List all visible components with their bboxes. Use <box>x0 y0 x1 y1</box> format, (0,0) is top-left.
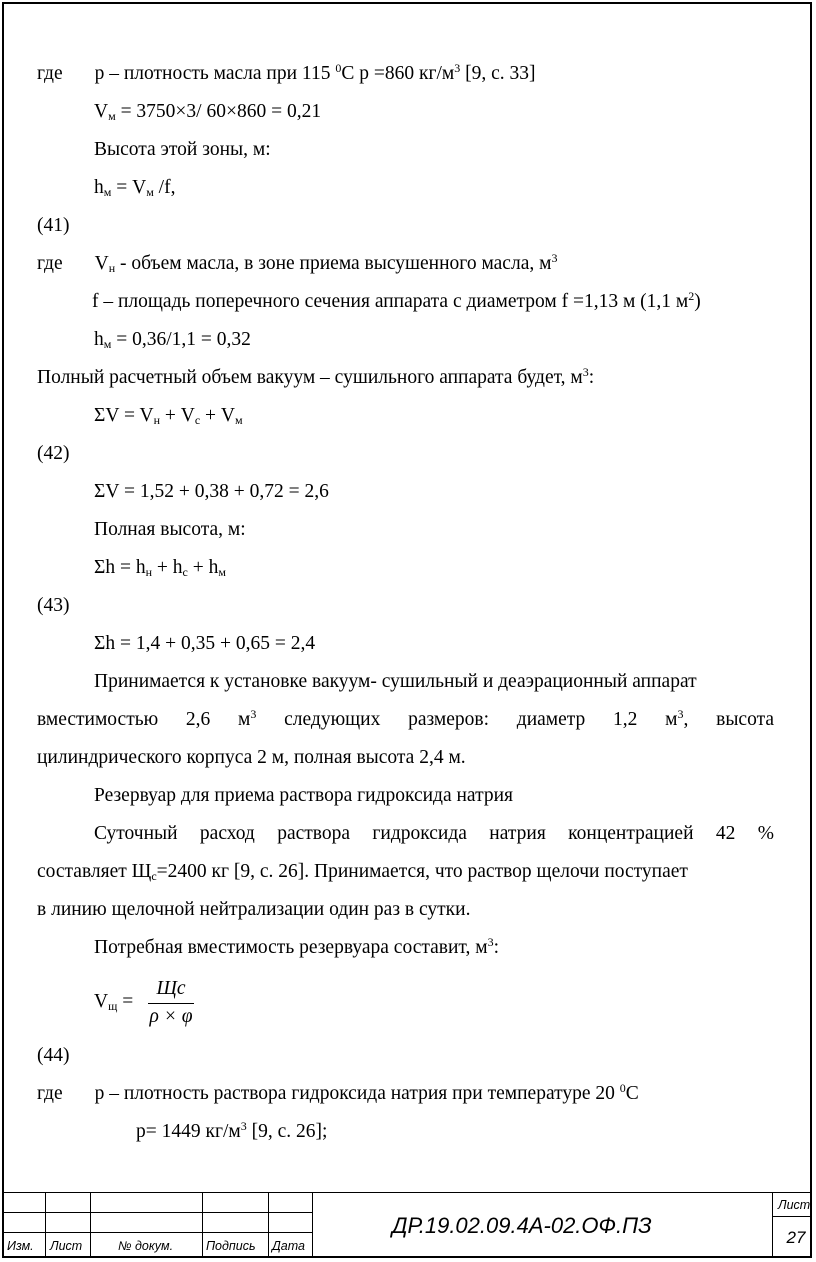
stamp-label-sheet: Лист <box>778 1198 811 1212</box>
stamp-line <box>772 1192 773 1256</box>
stamp-label-dokum: № докум. <box>118 1239 174 1253</box>
line-total-volume: Полный расчетный объем вакуум – сушильного аппарата будет, $м^3$: <box>37 365 595 388</box>
document-code: ДР.19.02.09.4А-02.ОФ.ПЗ <box>392 1213 652 1238</box>
line-where-density: где р – плотность масла при 115 $^0$С р =860 $кг/м^3$ [9, с. 33] <box>37 61 536 84</box>
formula-hm: $h_м = V_м$ /f, <box>94 177 176 199</box>
page-number: 27 <box>786 1228 806 1247</box>
stamp-line <box>2 1212 312 1213</box>
line-density-value: р= 1449 $кг/м^3$ [9, с. 26]; <box>136 1119 328 1142</box>
line-vm-calc: $V_м = 3750\times 3/$ 60×860 = 0,21 <box>94 101 322 123</box>
stamp-label-list: Лист <box>50 1239 83 1253</box>
stamp-line <box>772 1216 810 1217</box>
paragraph-consumption-line-2: составляет $Щ_с=2400$ кг [9, с. 26]. Принимается, что раствор щелочи поступает <box>37 861 688 883</box>
stamp-line <box>2 1192 810 1193</box>
formula-sum-v: $\Sigma V = V_н + V_с + V_м$ <box>94 405 243 427</box>
formula-vsh-left: $V_щ$ = <box>94 991 134 1013</box>
stamp-label-izm: Изм. <box>7 1239 34 1253</box>
equation-number-43: (43) <box>37 595 70 616</box>
line-where-vn: где $V_н$ - объем масла, в зоне приема высушенного масла, $м^3$ <box>37 251 558 275</box>
paragraph-accepted-line-1: Принимается к установке вакуум- сушильный и деаэрационный аппарат <box>94 671 697 692</box>
formula-sum-h: $\Sigma h = h_н + h_с + h_м$ <box>94 557 226 579</box>
line-full-height: Полная высота, м: <box>94 519 246 540</box>
title-block <box>2 1192 812 1258</box>
line-sum-v-calc: ΣV = 1,52 + 0,38 + 0,72 = 2,6 <box>94 481 329 502</box>
fraction-denominator: ρ × φ <box>149 1006 193 1027</box>
stamp-label-podpis: Подпись <box>206 1239 256 1253</box>
paragraph-accepted-line-2: вместимостью 2,6 $м^3$ следующих размеров: диаметр 1,2 $м^3$, высота <box>37 707 774 730</box>
stamp-line <box>268 1192 269 1256</box>
line-f-area: f – площадь поперечного сечения аппарата с диаметром f =1,13 м (1,1 $м^2$) <box>92 289 701 312</box>
fraction-numerator: Щс <box>156 978 186 999</box>
line-zone-height: Высота этой зоны, м: <box>94 139 271 160</box>
fraction-bar <box>148 1003 194 1004</box>
stamp-line <box>312 1192 313 1256</box>
line-where-naoh-density: где р – плотность раствора гидроксида натрия при температуре 20 $^0$С <box>37 1081 639 1104</box>
line-required-capacity: Потребная вместимость резервуара составит, $м^3$: <box>94 935 499 958</box>
paragraph-consumption-line-3: в линию щелочной нейтрализации один раз в сутки. <box>37 899 471 920</box>
stamp-line <box>2 1232 312 1233</box>
stamp-label-data: Дата <box>272 1239 305 1253</box>
stamp-line <box>202 1192 203 1256</box>
paragraph-accepted-line-3: цилиндрического корпуса 2 м, полная высота 2,4 м. <box>37 747 466 768</box>
stamp-line <box>45 1192 46 1256</box>
stamp-line <box>90 1192 91 1256</box>
equation-number-42: (42) <box>37 443 70 464</box>
line-sum-h-calc: Σh = 1,4 + 0,35 + 0,65 = 2,4 <box>94 633 316 654</box>
paragraph-consumption-line-1: Суточный расход раствора гидроксида натрия концентрацией 42 % <box>94 823 774 844</box>
line-hm-calc: $h_м = 0,36/1,1 = 0,32$ <box>94 329 251 351</box>
equation-number-41: (41) <box>37 215 70 236</box>
section-heading-reservoir: Резервуар для приема раствора гидроксида натрия <box>94 785 513 806</box>
equation-number-44: (44) <box>37 1045 70 1066</box>
formula-vsh-fraction <box>146 978 196 1030</box>
